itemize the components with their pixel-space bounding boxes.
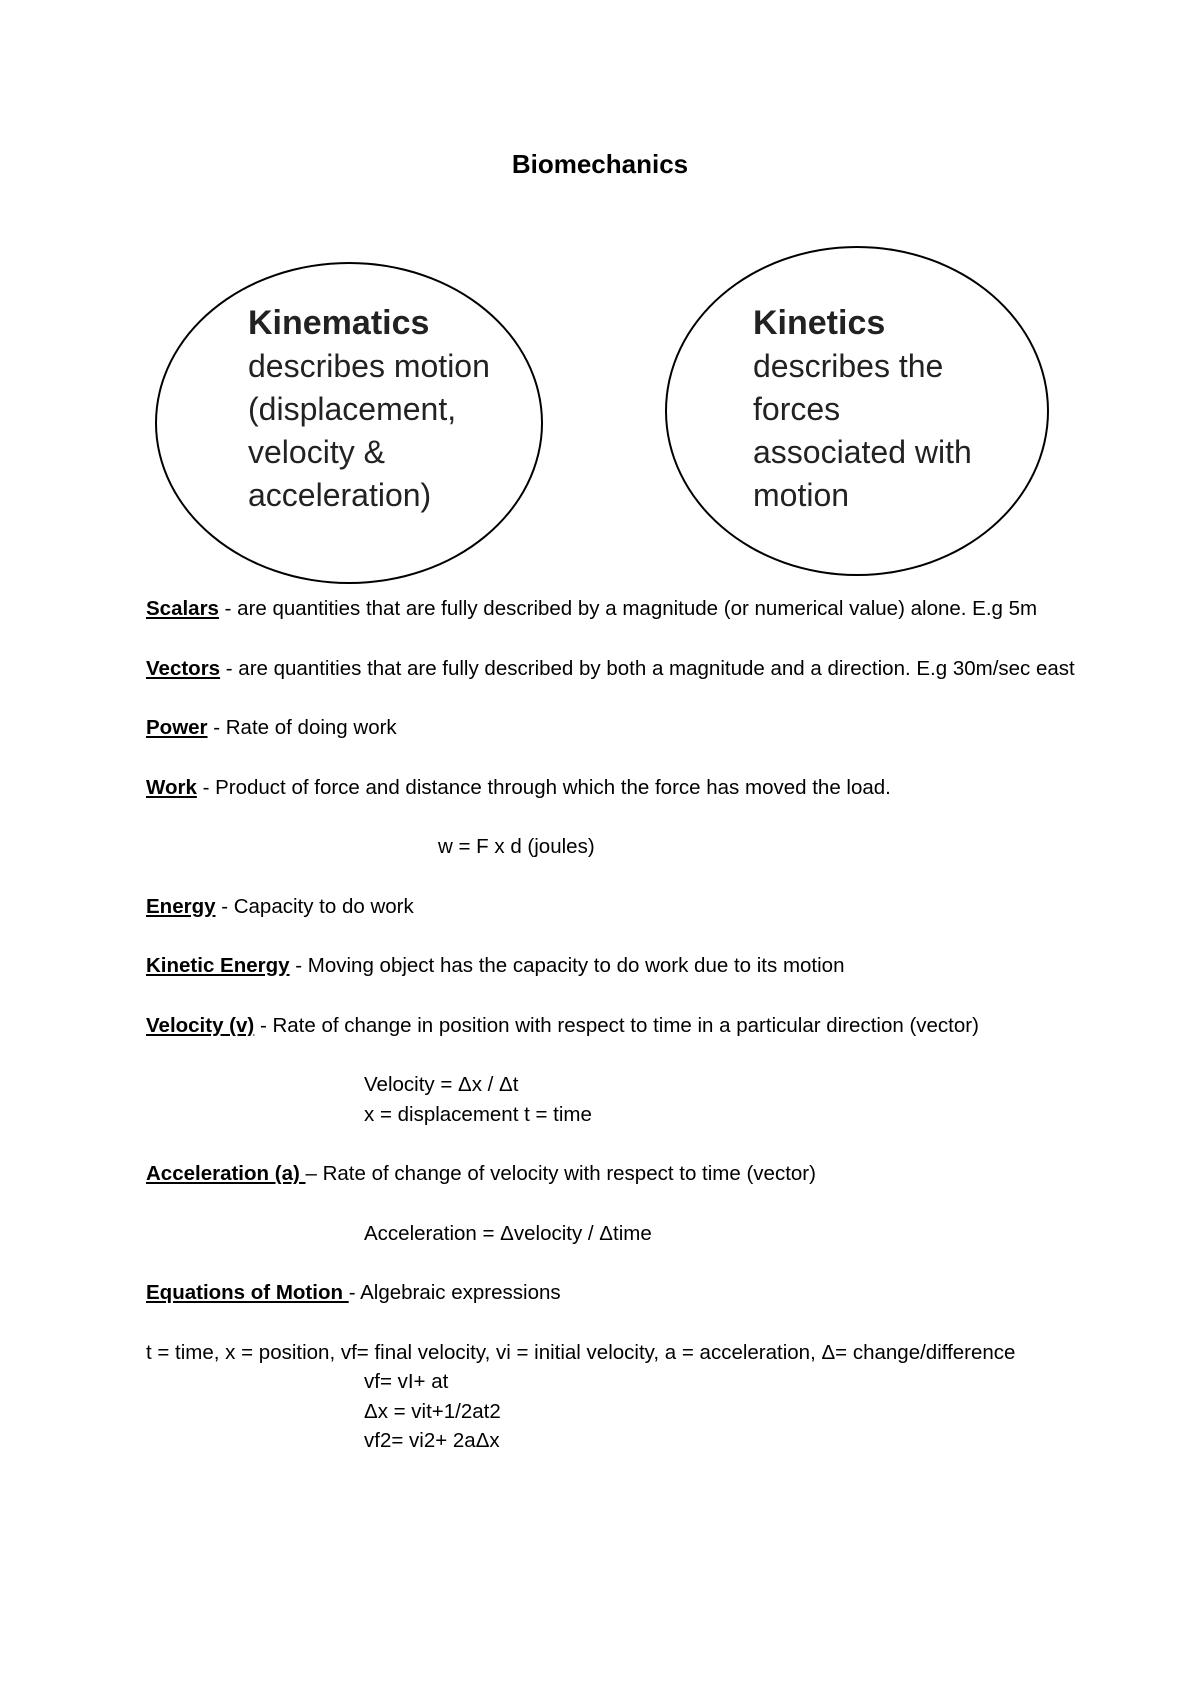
work-definition <box>146 773 1106 803</box>
kinetics-line: motion <box>753 477 850 513</box>
kinematics-line: acceleration) <box>248 477 432 513</box>
motion-equation: Δx = vit+1/2at2 <box>364 1399 501 1423</box>
kinematics-text <box>248 302 490 517</box>
kinetic-energy-text: - Moving object has the capacity to do work due to its motion <box>289 954 845 977</box>
velocity-term: Velocity (v) <box>146 1013 255 1037</box>
motion-equations <box>146 1367 1106 1456</box>
work-text: - Product of force and distance through which the force has moved the load. <box>196 775 891 799</box>
work-formula: w = F x d (joules) <box>438 835 595 858</box>
energy-definition <box>146 892 1106 922</box>
equations-term: Equations of Motion <box>146 1281 349 1304</box>
power-definition <box>146 713 1106 743</box>
kinematics-heading: Kinematics <box>248 304 430 342</box>
kinetics-text <box>753 302 972 517</box>
kinetics-line: describes the <box>753 348 944 384</box>
acceleration-formula: Acceleration = Δvelocity / Δtime <box>364 1221 652 1245</box>
vectors-definition <box>146 654 1106 684</box>
power-term: Power <box>146 716 208 739</box>
kinematics-line: velocity & <box>248 434 385 470</box>
motion-equation: vf2= vi2+ 2aΔx <box>364 1429 500 1452</box>
velocity-variables: x = displacement t = time <box>364 1102 592 1126</box>
kinematics-line: describes motion <box>248 348 490 384</box>
scalars-term: Scalars <box>146 597 219 620</box>
motion-equation: vf= vI+ at <box>364 1370 449 1393</box>
variables-legend: t = time, x = position, vf= final velocity, vi = initial velocity, a = acceleration, Δ= change/difference <box>146 1340 1016 1364</box>
energy-term: Energy <box>146 894 216 918</box>
vectors-text: - are quantities that are fully described by both a magnitude and a direction. E.g 30m/sec east <box>220 656 1075 680</box>
acceleration-definition <box>146 1159 1106 1189</box>
velocity-formulas <box>146 1070 1106 1129</box>
acceleration-text: – Rate of change of velocity with respect to time (vector) <box>305 1162 816 1185</box>
kinematics-line: (displacement, <box>248 391 457 427</box>
scalars-text: - are quantities that are fully described by a magnitude (or numerical value) alone. E.g 5m <box>218 597 1038 620</box>
kinetics-line: associated with <box>753 434 972 470</box>
kinetic-energy-definition <box>146 951 1106 981</box>
equations-text: - Algebraic expressions <box>348 1281 561 1304</box>
energy-text: - Capacity to do work <box>215 894 414 918</box>
definitions-body <box>146 594 1106 1456</box>
velocity-definition <box>146 1011 1106 1041</box>
power-text: - Rate of doing work <box>207 716 397 739</box>
equations-definition <box>146 1278 1106 1308</box>
acceleration-term: Acceleration (a) <box>146 1162 306 1185</box>
velocity-formula: Velocity = Δx / Δt <box>364 1073 519 1096</box>
page-title: Biomechanics <box>511 149 689 179</box>
kinetics-heading: Kinetics <box>753 304 886 342</box>
vectors-term: Vectors <box>146 656 221 680</box>
kinetics-line: forces <box>753 391 841 427</box>
scalars-definition <box>146 594 1106 624</box>
work-term: Work <box>146 775 197 799</box>
kinetic-energy-term: Kinetic Energy <box>146 954 290 977</box>
velocity-text: - Rate of change in position with respect to time in a particular direction (vector) <box>254 1013 979 1037</box>
